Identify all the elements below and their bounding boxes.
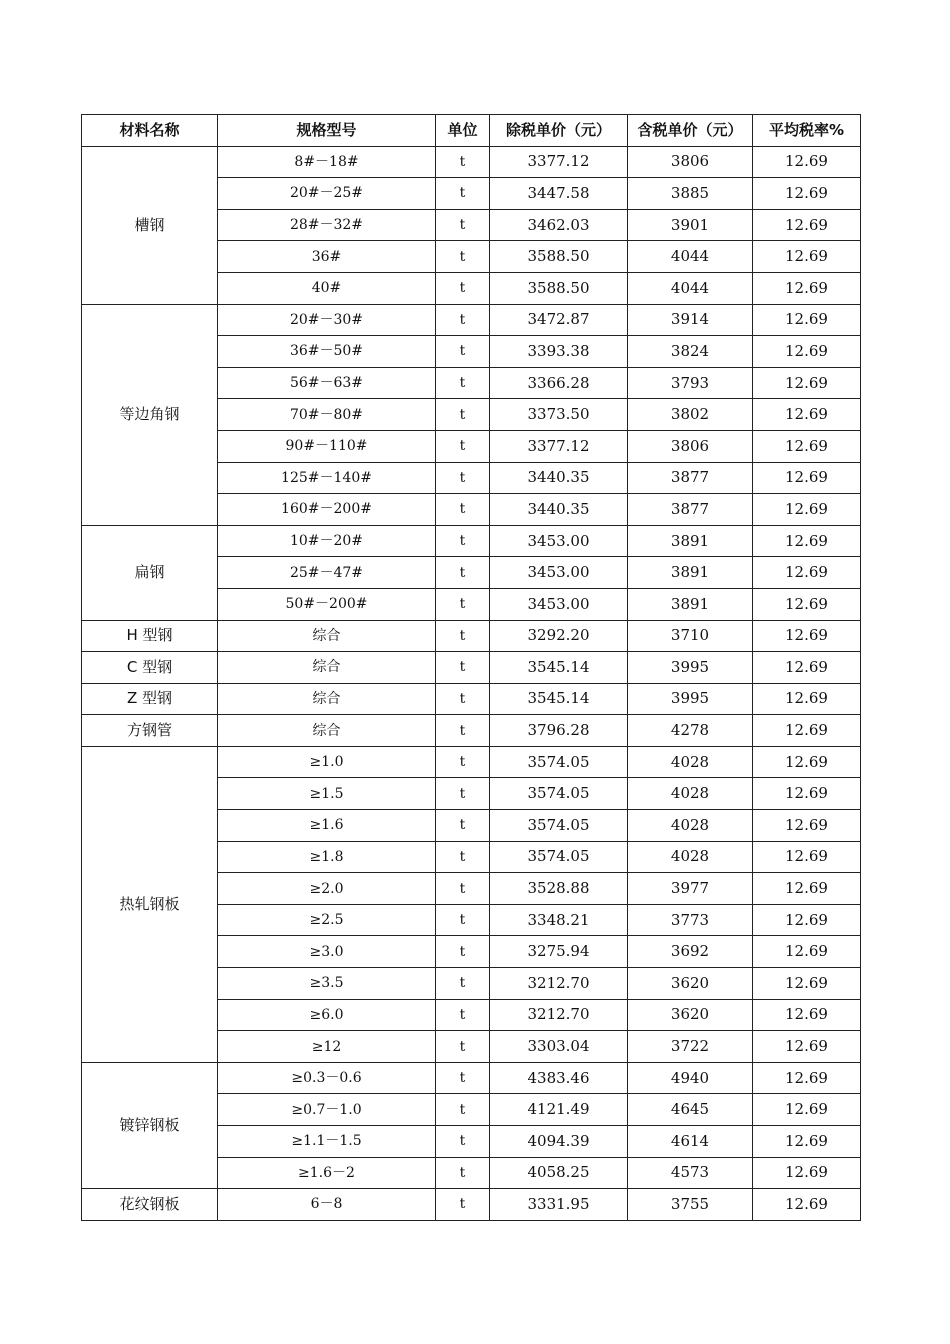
price-inc-tax-cell: 4573: [628, 1157, 753, 1189]
price-inc-tax-cell: 4278: [628, 715, 753, 747]
tax-rate-cell: 12.69: [753, 1157, 861, 1189]
unit-cell: t: [436, 1189, 490, 1221]
tax-rate-cell: 12.69: [753, 209, 861, 241]
price-ex-tax-cell: 4121.49: [490, 1094, 628, 1126]
spec-cell: 36#: [218, 241, 436, 273]
tax-rate-cell: 12.69: [753, 904, 861, 936]
unit-cell: t: [436, 1094, 490, 1126]
price-inc-tax-cell: 3901: [628, 209, 753, 241]
price-ex-tax-cell: 3292.20: [490, 620, 628, 652]
price-inc-tax-cell: 3877: [628, 462, 753, 494]
spec-cell: ≥1.1－1.5: [218, 1126, 436, 1158]
table-row: [82, 1189, 861, 1221]
unit-cell: t: [436, 873, 490, 905]
tax-rate-cell: 12.69: [753, 778, 861, 810]
price-inc-tax-cell: 3995: [628, 683, 753, 715]
price-ex-tax-cell: 3440.35: [490, 494, 628, 526]
tax-rate-cell: 12.69: [753, 936, 861, 968]
spec-cell: ≥2.0: [218, 873, 436, 905]
spec-cell: 8#－18#: [218, 146, 436, 178]
tax-rate-cell: 12.69: [753, 841, 861, 873]
spec-cell: 10#－20#: [218, 525, 436, 557]
unit-cell: t: [436, 304, 490, 336]
spec-cell: ≥3.5: [218, 968, 436, 1000]
spec-cell: ≥2.5: [218, 904, 436, 936]
table-row: [82, 1062, 861, 1094]
price-inc-tax-cell: 4028: [628, 778, 753, 810]
price-inc-tax-cell: 3877: [628, 494, 753, 526]
tax-rate-cell: 12.69: [753, 272, 861, 304]
unit-cell: t: [436, 272, 490, 304]
header-avg-tax-rate: 平均税率%: [753, 115, 861, 147]
price-inc-tax-cell: 3710: [628, 620, 753, 652]
table-body: [82, 146, 861, 1220]
price-ex-tax-cell: 3472.87: [490, 304, 628, 336]
table-row: [82, 652, 861, 684]
tax-rate-cell: 12.69: [753, 557, 861, 589]
price-ex-tax-cell: 3545.14: [490, 683, 628, 715]
spec-cell: 25#－47#: [218, 557, 436, 589]
material-name-cell: H 型钢: [82, 620, 218, 652]
material-name-cell: 槽钢: [82, 146, 218, 304]
price-ex-tax-cell: 3377.12: [490, 146, 628, 178]
price-inc-tax-cell: 4028: [628, 841, 753, 873]
price-inc-tax-cell: 4028: [628, 810, 753, 842]
price-inc-tax-cell: 3692: [628, 936, 753, 968]
tax-rate-cell: 12.69: [753, 399, 861, 431]
tax-rate-cell: 12.69: [753, 146, 861, 178]
unit-cell: t: [436, 1126, 490, 1158]
unit-cell: t: [436, 810, 490, 842]
unit-cell: t: [436, 146, 490, 178]
spec-cell: 56#－63#: [218, 367, 436, 399]
header-unit: 单位: [436, 115, 490, 147]
price-inc-tax-cell: 3722: [628, 1031, 753, 1063]
header-price-ex-tax: 除税单价（元）: [490, 115, 628, 147]
unit-cell: t: [436, 367, 490, 399]
tax-rate-cell: 12.69: [753, 588, 861, 620]
price-ex-tax-cell: 3574.05: [490, 778, 628, 810]
tax-rate-cell: 12.69: [753, 367, 861, 399]
spec-cell: 综合: [218, 683, 436, 715]
table-row: [82, 620, 861, 652]
price-inc-tax-cell: 4614: [628, 1126, 753, 1158]
price-inc-tax-cell: 3793: [628, 367, 753, 399]
unit-cell: t: [436, 968, 490, 1000]
tax-rate-cell: 12.69: [753, 620, 861, 652]
price-inc-tax-cell: 3620: [628, 999, 753, 1031]
price-inc-tax-cell: 3806: [628, 430, 753, 462]
tax-rate-cell: 12.69: [753, 304, 861, 336]
unit-cell: t: [436, 178, 490, 210]
spec-cell: 28#－32#: [218, 209, 436, 241]
price-inc-tax-cell: 4044: [628, 272, 753, 304]
spec-cell: ≥1.6: [218, 810, 436, 842]
tax-rate-cell: 12.69: [753, 1062, 861, 1094]
table-row: [82, 525, 861, 557]
spec-cell: 20#－25#: [218, 178, 436, 210]
spec-cell: 综合: [218, 652, 436, 684]
spec-cell: ≥0.7－1.0: [218, 1094, 436, 1126]
price-inc-tax-cell: 3824: [628, 336, 753, 368]
price-ex-tax-cell: 3373.50: [490, 399, 628, 431]
price-ex-tax-cell: 3453.00: [490, 525, 628, 557]
tax-rate-cell: 12.69: [753, 462, 861, 494]
tax-rate-cell: 12.69: [753, 525, 861, 557]
material-name-cell: 方钢管: [82, 715, 218, 747]
price-ex-tax-cell: 3393.38: [490, 336, 628, 368]
price-ex-tax-cell: 3348.21: [490, 904, 628, 936]
tax-rate-cell: 12.69: [753, 336, 861, 368]
price-ex-tax-cell: 3440.35: [490, 462, 628, 494]
unit-cell: t: [436, 999, 490, 1031]
steel-price-table: [81, 114, 861, 1221]
price-ex-tax-cell: 3275.94: [490, 936, 628, 968]
unit-cell: t: [436, 241, 490, 273]
price-ex-tax-cell: 3303.04: [490, 1031, 628, 1063]
spec-cell: 160#－200#: [218, 494, 436, 526]
price-ex-tax-cell: 3377.12: [490, 430, 628, 462]
unit-cell: t: [436, 683, 490, 715]
unit-cell: t: [436, 841, 490, 873]
unit-cell: t: [436, 620, 490, 652]
unit-cell: t: [436, 588, 490, 620]
spec-cell: 125#－140#: [218, 462, 436, 494]
price-ex-tax-cell: 4094.39: [490, 1126, 628, 1158]
price-inc-tax-cell: 4028: [628, 746, 753, 778]
spec-cell: 综合: [218, 620, 436, 652]
unit-cell: t: [436, 652, 490, 684]
unit-cell: t: [436, 557, 490, 589]
spec-cell: 70#－80#: [218, 399, 436, 431]
tax-rate-cell: 12.69: [753, 1094, 861, 1126]
spec-cell: 90#－110#: [218, 430, 436, 462]
tax-rate-cell: 12.69: [753, 683, 861, 715]
tax-rate-cell: 12.69: [753, 1126, 861, 1158]
material-name-cell: 等边角钢: [82, 304, 218, 525]
unit-cell: t: [436, 462, 490, 494]
price-ex-tax-cell: 4058.25: [490, 1157, 628, 1189]
price-ex-tax-cell: 3796.28: [490, 715, 628, 747]
header-price-inc-tax: 含税单价（元）: [628, 115, 753, 147]
tax-rate-cell: 12.69: [753, 810, 861, 842]
price-inc-tax-cell: 3773: [628, 904, 753, 936]
material-name-cell: 扁钢: [82, 525, 218, 620]
price-ex-tax-cell: 3588.50: [490, 241, 628, 273]
unit-cell: t: [436, 1062, 490, 1094]
price-ex-tax-cell: 3331.95: [490, 1189, 628, 1221]
unit-cell: t: [436, 336, 490, 368]
tax-rate-cell: 12.69: [753, 746, 861, 778]
tax-rate-cell: 12.69: [753, 999, 861, 1031]
price-inc-tax-cell: 4044: [628, 241, 753, 273]
price-inc-tax-cell: 3914: [628, 304, 753, 336]
price-ex-tax-cell: 3453.00: [490, 557, 628, 589]
price-ex-tax-cell: 3545.14: [490, 652, 628, 684]
price-ex-tax-cell: 3447.58: [490, 178, 628, 210]
spec-cell: 综合: [218, 715, 436, 747]
tax-rate-cell: 12.69: [753, 873, 861, 905]
price-inc-tax-cell: 3885: [628, 178, 753, 210]
unit-cell: t: [436, 778, 490, 810]
tax-rate-cell: 12.69: [753, 241, 861, 273]
price-ex-tax-cell: 4383.46: [490, 1062, 628, 1094]
unit-cell: t: [436, 494, 490, 526]
price-ex-tax-cell: 3462.03: [490, 209, 628, 241]
price-ex-tax-cell: 3453.00: [490, 588, 628, 620]
price-ex-tax-cell: 3366.28: [490, 367, 628, 399]
material-name-cell: 花纹钢板: [82, 1189, 218, 1221]
tax-rate-cell: 12.69: [753, 178, 861, 210]
material-name-cell: 镀锌钢板: [82, 1062, 218, 1188]
header-row: [82, 115, 861, 147]
tax-rate-cell: 12.69: [753, 430, 861, 462]
spec-cell: 20#－30#: [218, 304, 436, 336]
unit-cell: t: [436, 1157, 490, 1189]
unit-cell: t: [436, 430, 490, 462]
price-inc-tax-cell: 3891: [628, 557, 753, 589]
unit-cell: t: [436, 904, 490, 936]
tax-rate-cell: 12.69: [753, 968, 861, 1000]
spec-cell: ≥1.5: [218, 778, 436, 810]
table-row: [82, 746, 861, 778]
tax-rate-cell: 12.69: [753, 1031, 861, 1063]
header-material-name: 材料名称: [82, 115, 218, 147]
spec-cell: ≥3.0: [218, 936, 436, 968]
unit-cell: t: [436, 715, 490, 747]
price-inc-tax-cell: 3806: [628, 146, 753, 178]
unit-cell: t: [436, 1031, 490, 1063]
unit-cell: t: [436, 936, 490, 968]
price-inc-tax-cell: 3891: [628, 525, 753, 557]
table-row: [82, 146, 861, 178]
spec-cell: 50#－200#: [218, 588, 436, 620]
price-ex-tax-cell: 3588.50: [490, 272, 628, 304]
spec-cell: ≥0.3－0.6: [218, 1062, 436, 1094]
unit-cell: t: [436, 399, 490, 431]
table-row: [82, 683, 861, 715]
price-inc-tax-cell: 3620: [628, 968, 753, 1000]
price-ex-tax-cell: 3574.05: [490, 746, 628, 778]
unit-cell: t: [436, 209, 490, 241]
material-name-cell: 热轧钢板: [82, 746, 218, 1062]
spec-cell: ≥1.0: [218, 746, 436, 778]
price-ex-tax-cell: 3212.70: [490, 968, 628, 1000]
spec-cell: 36#－50#: [218, 336, 436, 368]
tax-rate-cell: 12.69: [753, 652, 861, 684]
price-ex-tax-cell: 3574.05: [490, 810, 628, 842]
tax-rate-cell: 12.69: [753, 715, 861, 747]
price-inc-tax-cell: 3802: [628, 399, 753, 431]
price-inc-tax-cell: 3995: [628, 652, 753, 684]
spec-cell: ≥1.8: [218, 841, 436, 873]
table-row: [82, 715, 861, 747]
price-inc-tax-cell: 3891: [628, 588, 753, 620]
price-ex-tax-cell: 3212.70: [490, 999, 628, 1031]
price-inc-tax-cell: 3755: [628, 1189, 753, 1221]
spec-cell: ≥12: [218, 1031, 436, 1063]
price-inc-tax-cell: 4940: [628, 1062, 753, 1094]
tax-rate-cell: 12.69: [753, 494, 861, 526]
tax-rate-cell: 12.69: [753, 1189, 861, 1221]
material-name-cell: C 型钢: [82, 652, 218, 684]
spec-cell: ≥6.0: [218, 999, 436, 1031]
unit-cell: t: [436, 525, 490, 557]
spec-cell: ≥1.6－2: [218, 1157, 436, 1189]
price-ex-tax-cell: 3528.88: [490, 873, 628, 905]
table-row: [82, 304, 861, 336]
header-spec-model: 规格型号: [218, 115, 436, 147]
price-ex-tax-cell: 3574.05: [490, 841, 628, 873]
price-inc-tax-cell: 3977: [628, 873, 753, 905]
unit-cell: t: [436, 746, 490, 778]
material-name-cell: Z 型钢: [82, 683, 218, 715]
spec-cell: 6－8: [218, 1189, 436, 1221]
price-inc-tax-cell: 4645: [628, 1094, 753, 1126]
spec-cell: 40#: [218, 272, 436, 304]
